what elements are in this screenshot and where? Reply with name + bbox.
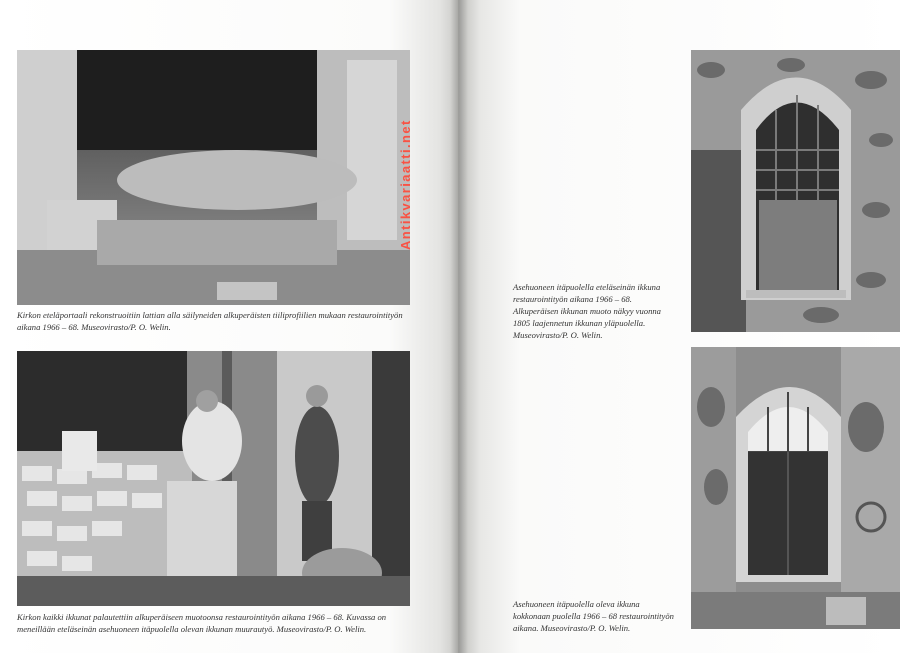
caption-window-top: Asehuoneen itäpuolella eteläseinän ikkuna restaurointityön aikana 1966 – 68. Alkuperäisen ikkunan muoto näkyy vuonna 1805 laajennetun ikkunan yläpuolella. Museovirasto/P. O. Welin. xyxy=(513,282,661,340)
caption-portal-floor: Kirkon eteläportaali rekonstruoitiin lattian alla säilyneiden alkuperäisten tiiliprofiilien mukaan restaurointityön aikana 1966 – 68. Museovirasto/P. O. Welin. xyxy=(17,310,403,332)
caption-window-bottom: Asehuoneen itäpuolella oleva ikkuna kokkonaan puolella 1966 – 68 restaurointityön aikana. Museovirasto/P. O. Welin. xyxy=(513,599,674,633)
photo-window-bottom xyxy=(691,347,900,629)
book-gutter xyxy=(450,0,468,653)
watermark-stamp: Antikvariaatti.net xyxy=(398,119,413,250)
photo-workers xyxy=(17,351,410,606)
caption-workers: Kirkon kaikki ikkunat palautettiin alkuperäiseen muotoonsa restaurointityön aikana 1966 – 68. Kuvassa on meneillään eteläseinän asehuoneen itäpuolella olevan ikkunan muurautyö. Museovirasto/P. O. Welin. xyxy=(17,612,387,634)
photo-window-top xyxy=(691,50,900,332)
photo-portal-floor xyxy=(17,50,410,305)
